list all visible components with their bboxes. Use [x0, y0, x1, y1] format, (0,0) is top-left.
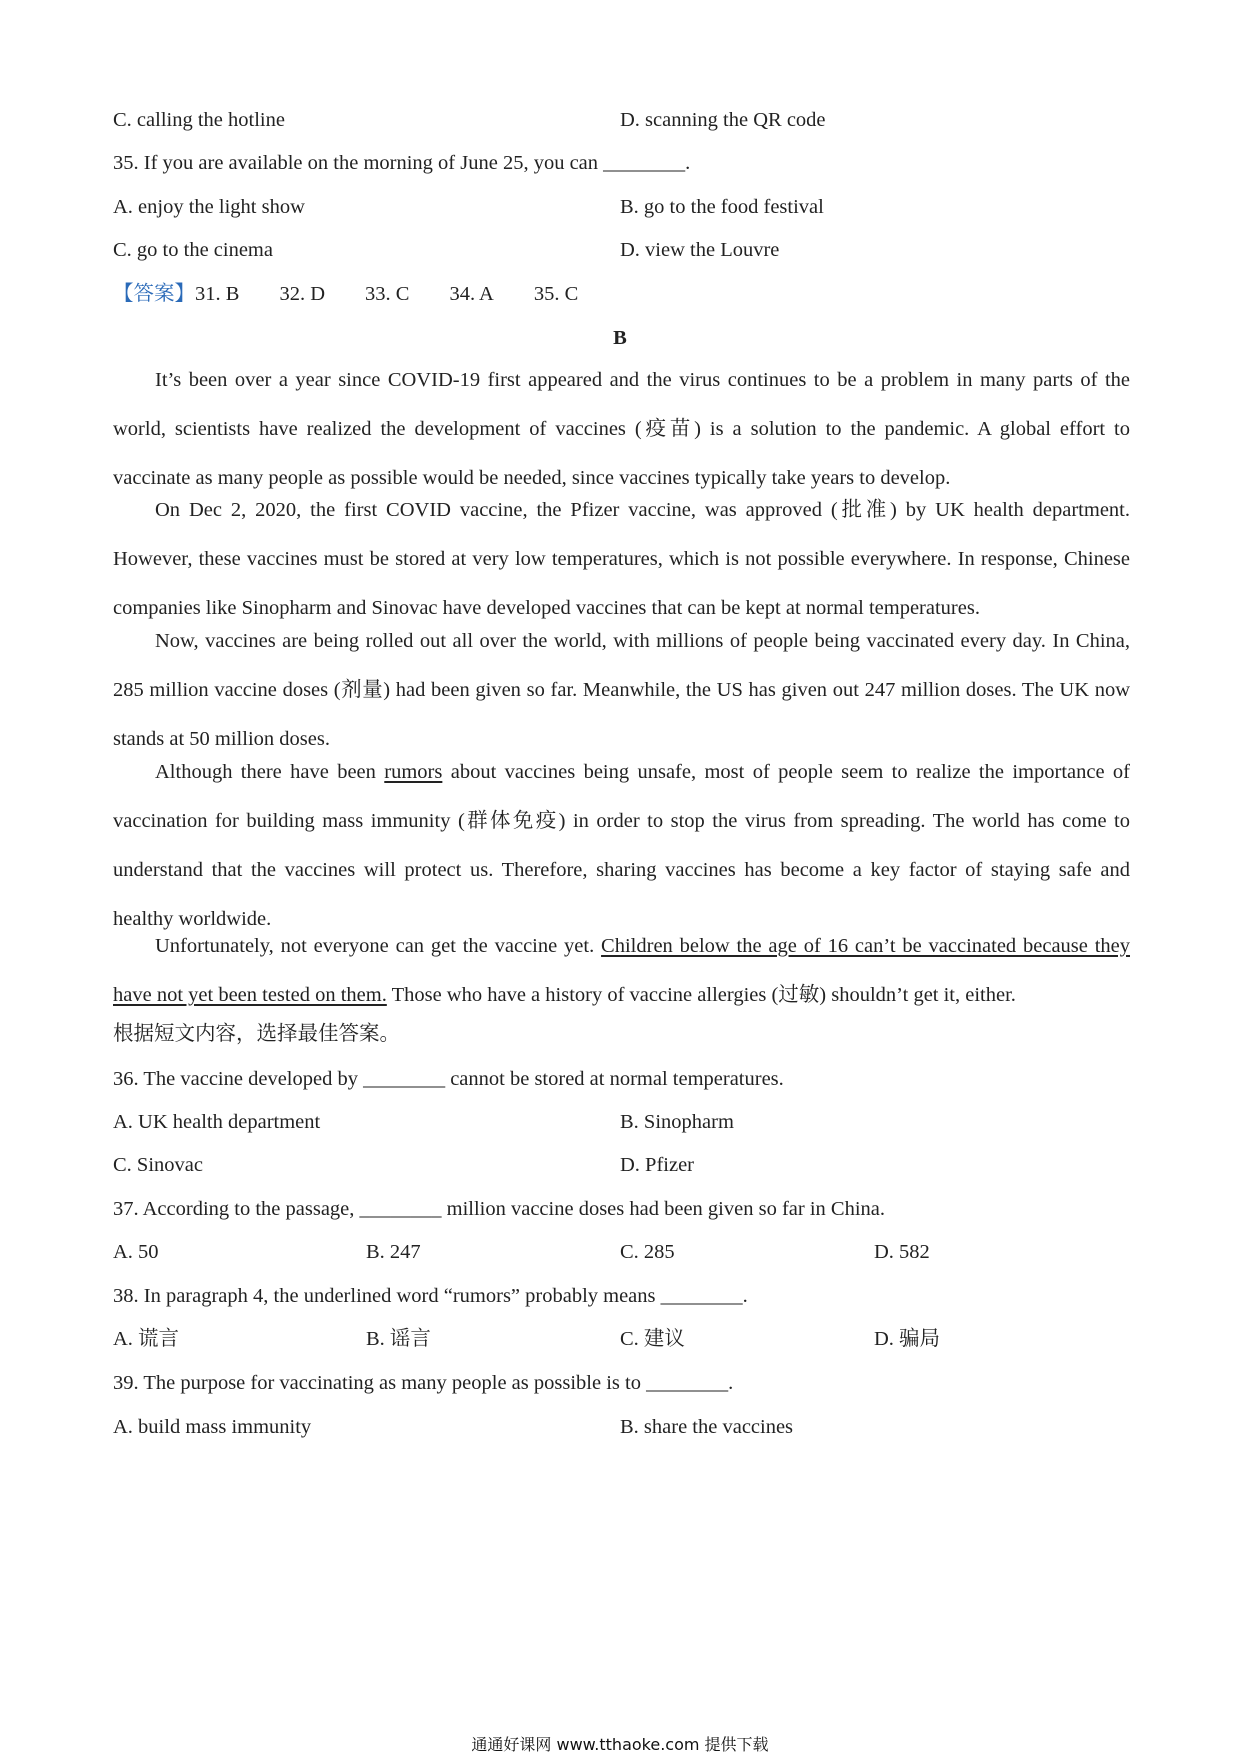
q37-option-d: D. 582 — [874, 1241, 930, 1263]
q34-option-d: D. scanning the QR code — [620, 109, 826, 131]
p5-text-before: Unfortunately, not everyone can get the vaccine yet. — [155, 935, 602, 957]
passage-paragraph-5 — [113, 922, 1130, 1020]
q38-option-c: C. 建议 — [620, 1328, 685, 1350]
q36-stem: 36. The vaccine developed by ________ cannot be stored at normal temperatures. — [113, 1068, 784, 1090]
page-footer: 通通好课网 www.tthaoke.com 提供下载 — [471, 1735, 769, 1754]
q34-option-c: C. calling the hotline — [113, 109, 285, 131]
q35-stem: 35. If you are available on the morning of June 25, you can ________. — [113, 152, 691, 174]
q36-option-a: A. UK health department — [113, 1111, 321, 1133]
passage-paragraph-3: Now, vaccines are being rolled out all over the world, with millions of people being vaccinated every day. In China, 285 million vaccine doses (剂量) had been given so far. Meanwhile, the US has given out 247 million doses. The UK now stands at 50 million doses. — [113, 630, 1130, 750]
q37-stem: 37. According to the passage, ________ million vaccine doses had been given so far in China. — [113, 1198, 885, 1220]
q36-option-c: C. Sinovac — [113, 1154, 203, 1176]
q36-option-b: B. Sinopharm — [620, 1111, 734, 1133]
q35-option-c: C. go to the cinema — [113, 239, 273, 261]
underlined-word-rumors: rumors — [384, 761, 443, 783]
answer-item: 34. A — [449, 283, 494, 305]
p4-text-after: about vaccines being unsafe, most of people seem to realize the importance of vaccination for building mass immunity (群体免疫) in order to stop the virus from spreading. The world has come to understand that the vaccines will protect us. Therefore, sharing vaccines has become a key factor of staying safe and healthy worldwide. — [113, 761, 1130, 930]
passage-paragraph-4 — [113, 748, 1130, 944]
q38-option-b: B. 谣言 — [366, 1328, 431, 1350]
answer-item: 32. D — [279, 283, 325, 305]
instruction: 根据短文内容，选择最佳答案。 — [113, 1023, 400, 1045]
q38-option-d: D. 骗局 — [874, 1328, 941, 1350]
q35-option-d: D. view the Louvre — [620, 239, 780, 261]
q35-option-a: A. enjoy the light show — [113, 196, 305, 218]
passage-paragraph-2: On Dec 2, 2020, the first COVID vaccine, the Pfizer vaccine, was approved (批准) by UK health department. However, these vaccines must be stored at very low temperatures, which is not possible everywhere. In response, Chinese companies like Sinopharm and Sinovac have developed vaccines that can be kept at normal temperatures. — [113, 499, 1130, 619]
q36-option-d: D. Pfizer — [620, 1154, 695, 1176]
answer-label: 【答案】 — [113, 283, 195, 305]
q35-option-b: B. go to the food festival — [620, 196, 824, 218]
q37-option-a: A. 50 — [113, 1241, 159, 1263]
q38-option-a: A. 谎言 — [113, 1328, 180, 1350]
underlined-sentence: Children below the age of 16 can’t be vaccinated because they have not yet been tested on them. — [113, 935, 1130, 1006]
answer-item: 33. C — [365, 283, 410, 305]
q38-stem: 38. In paragraph 4, the underlined word “rumors” probably means ________. — [113, 1285, 748, 1307]
p5-text-after: Those who have a history of vaccine allergies (过敏) shouldn’t get it, either. — [386, 984, 1016, 1006]
answer-item: 31. B — [195, 283, 240, 305]
q39-option-a: A. build mass immunity — [113, 1416, 312, 1438]
q39-stem: 39. The purpose for vaccinating as many people as possible is to ________. — [113, 1372, 734, 1394]
answer-item: 35. C — [533, 283, 579, 305]
section-heading: B — [613, 327, 627, 349]
p4-text-before: Although there have been — [155, 761, 385, 783]
answer-key — [113, 281, 618, 307]
q37-option-b: B. 247 — [366, 1241, 421, 1263]
q37-option-c: C. 285 — [620, 1241, 675, 1263]
q39-option-b: B. share the vaccines — [620, 1416, 794, 1438]
passage-paragraph-1: It’s been over a year since COVID-19 first appeared and the virus continues to be a problem in many parts of the world, scientists have realized the development of vaccines (疫苗) is a solution to the pandemic. A global effort to vaccinate as many people as possible would be needed, since vaccines typically take years to develop. — [113, 369, 1130, 489]
